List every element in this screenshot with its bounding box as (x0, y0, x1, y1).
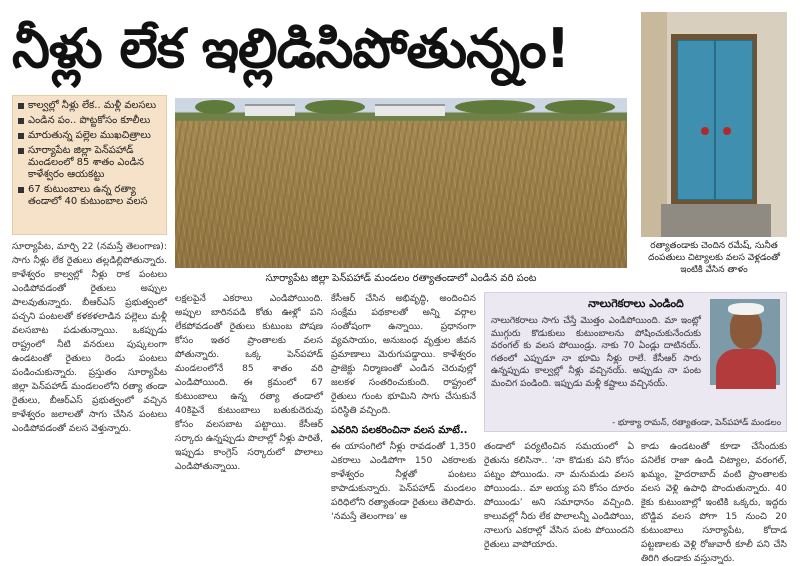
portrait-shirt (716, 349, 776, 389)
quote-attribution: - భూక్యా రామన్, రత్యాతండా, పెన్‌పహాడ్ మండలం (612, 418, 781, 428)
door-knob (723, 127, 731, 135)
quote-box-body: నాలుగెకరాలు సాగు చేస్తే మొత్తం ఎండిపోయింది. మా ఇంట్లో ముగ్గురు కొడుకులు కుటుంబాలను పోషించుకునేందుకు వరంగల్ కు వలస పోయిండ్రు. నాకు 70 ఏండ్లు దాటినయ్. గతంలో ఎప్పుడూ నా భూమి నీళ్లు రాలే. కేసీఆర్ సారు ఉన్నప్పుడు కాల్వల్లో నీళ్లు వచ్చినయ్. అప్పుడు నా పంట మంచిగ పండింది. ఇప్పుడు మళ్లీ కష్టాలు వచ్చినయ్. (491, 316, 701, 389)
article-column-5: కాడు ఉండటంతో కూడా చేసేందుకు పనిలేక రాజా ఉండి చిట్యాల, వరంగల్, ఖమ్మం, హైదరాబాద్ వంటి ప్రాంతాలకు వలస వెళ్లి ఉపాధి పొందుతున్నారు. 40 కైకు కుటుంబాల్లో ఇంటికి ఒక్కరు, ఇద్దరు బొడ్డివ వలస పోగా 15 నుంచి 20 కుటుంబాలు సూర్యాపేట, కోదాడ పట్టణాలకు వెళ్లి రోజువారీ కూలీ పని చేసి తిరిగి తండాకు వస్తున్నారు. (641, 441, 787, 564)
bullet-square-icon (18, 118, 24, 124)
bullet-square-icon (18, 103, 24, 109)
article-column-3: కేసీఆర్ చేసిన అభివృద్ధి, అందించిన సంక్షేమ పథకాలతో అన్ని వర్గాల సంతోషంగా ఉన్నాయి. ప్రధానంగా వ్యవసాయం, అనుబంధ వృత్తుల జీవన ప్రమాణాలు మెరుగుపడ్డాయి. కాళేశ్వరం ప్రాజెక్టు నిర్మాణంతో ఎండిన చెరువుల్లో జలకళ సంతరించుకుంది. రాష్ట్రంలో రైతులు గుంట భూమిని సాగు చేసుకునే పరిస్థితి వచ్చింది. (331, 293, 476, 416)
locked-door-photo (641, 12, 787, 237)
article-column-4: తండాలో పర్యటించిన సమయంలో ఏ రైతును కలిసినా.. ‘నా కొడుకు పని కోసం పట్నం పోయిండు. నా మనుమడు వలస పోయిండు.. మా అయ్య పని కోసం దూరం పోయిండు’ అని సమాధానం వచ్చింది. కాలువల్లో నీరు లేక పొలాలన్నీ ఎండిపోయి, నాలుగు ఎకరాల్లో వేసిన పంట పోయిందని రైతులు వాపోయారు. (484, 441, 634, 550)
highlight-item: ఎండిన పం.. పొట్టకోసం కూలీలు (18, 115, 161, 127)
door-step (661, 204, 771, 237)
tree (305, 100, 365, 114)
farmer-portrait (710, 299, 780, 385)
headline: నీళ్లు లేక ఇల్లిడిసిపోతున్నం! (12, 17, 570, 80)
highlights-box (12, 95, 167, 235)
door-panel-right (715, 40, 753, 200)
article-column-2: లక్షలపైనే ఎకరాలు ఎండిపోయింది. అప్పుల బారినపడి కోతు ఊళ్లో పని లేకపోవడంతో రైతులు కుటుంబ పోషణ కోసం ఇతర ప్రాంతాలకు వలస పోతున్నారు. ఒక్క పెన్‌పహాడ్ మండలంలోనే 85 శాతం వరి ఎండిపోయింది. ఈ క్రమంలో 67 కుటుంబాలు ఉన్న రత్యా తండాలో 40కిపైనే కుటుంబాలు బతుకుదెరువు కోసం వలసబాట పట్టాయి. కేసీఆర్ సర్కారు ఉన్నప్పుడు పొలాల్లో నీళ్లు పారితే, ఇప్పుడు కాంగ్రెస్ సర్కారులో పొలాలు ఎండిపోతున్నాయి. (175, 293, 323, 472)
house (245, 104, 295, 116)
door-panel-left (677, 40, 715, 200)
farmer-quote-box (484, 292, 787, 432)
house (375, 104, 445, 116)
bullet-square-icon (18, 187, 24, 193)
article-column-1: సూర్యాపేట, మార్చి 22 (నమస్తే తెలంగాణ): సాగు నీళ్లు లేక రైతులు తల్లడిల్లిపోతున్నారు. కాళేశ్వరం కాల్వల్లో నీళ్లు రాక పంటలు ఎండిపోవడంతో రైతులు అప్పుల పాలవుతున్నారు. బీఆర్‌ఎస్ ప్రభుత్వంలో పచ్చని పంటలతో కళకళలాడిన పల్లెలు మళ్లీ వలసబాట పడుతున్నాయి. ఒకప్పుడు రాష్ట్రంలో నీటి వనరులు పుష్కలంగా ఉండటంతో రైతులు రెండు పంటలు పండించుకున్నారు. ప్రస్తుతం సూర్యాపేట జిల్లా పెన్‌పహాడ్ మండలంలోని రత్యా తండా రైతులు, బీఆర్‌ఎస్ ప్రభుత్వంలో వచ్చిన కాళేశ్వరం జలాలతో సాగు చేసిన పంటలు ఎండిపోవడంతో వలస వెళ్తున్నారు. (12, 241, 167, 434)
tree (195, 100, 235, 114)
highlight-item: కాల్వల్లో నీళ్లు లేక.. మళ్లీ వలసలు (18, 100, 161, 112)
quote-box-title: నాలుగెకరాలు ఎండింది (588, 297, 684, 310)
section-subheading: ఎవరిని పలకరించినా వలస మాటే.. (331, 425, 468, 436)
highlight-item: 67 కుటుంబాలు ఉన్న రత్యా తండాలో 40 కుటుంబాల వలస (18, 184, 161, 208)
door-knob (701, 127, 709, 135)
bullet-square-icon (18, 133, 24, 139)
highlight-item: సూర్యాపేట జిల్లా పెన్‌పహాడ్ మండలంలో 85 శాతం ఎండిన కాళేశ్వరం ఆయకట్టు (18, 145, 161, 181)
tree (545, 100, 615, 114)
door-photo-caption: రత్యాతండాకు చెందిన రమేష్, సునీత దంపతులు చిట్యాలకు వలస వెళ్లడంతో ఇంటికి వేసిన తాళం (648, 241, 780, 275)
tree (455, 100, 535, 114)
crop-field (175, 121, 627, 268)
crop-photo-caption: సూర్యాపేట జిల్లా పెన్‌పహాడ్ మండలం రత్యాతండాలో ఎండిన వరి పంట (265, 273, 537, 284)
bullet-square-icon (18, 148, 24, 154)
dried-crop-photo (175, 98, 627, 268)
article-column-3b: ఈ యాసంగిలో నీళ్లు రావడంతో 1,350 ఎకరాలు ఎండిపోగా 150 ఎకరాలకు కాళేశ్వరం నీళ్లతో పంటలు కాపాడుకున్నారు. పెన్‌పహాడ్ మండలం పరిధిలోని రత్యాతండా రైతులు తెలిపారు. ‘నమస్తే తెలంగాణ’ ఆ (331, 441, 476, 522)
highlight-item: మారుతున్న పల్లెల ముఖచిత్రాలు (18, 130, 161, 142)
portrait-headwear (728, 303, 764, 315)
portrait-face (730, 309, 762, 349)
